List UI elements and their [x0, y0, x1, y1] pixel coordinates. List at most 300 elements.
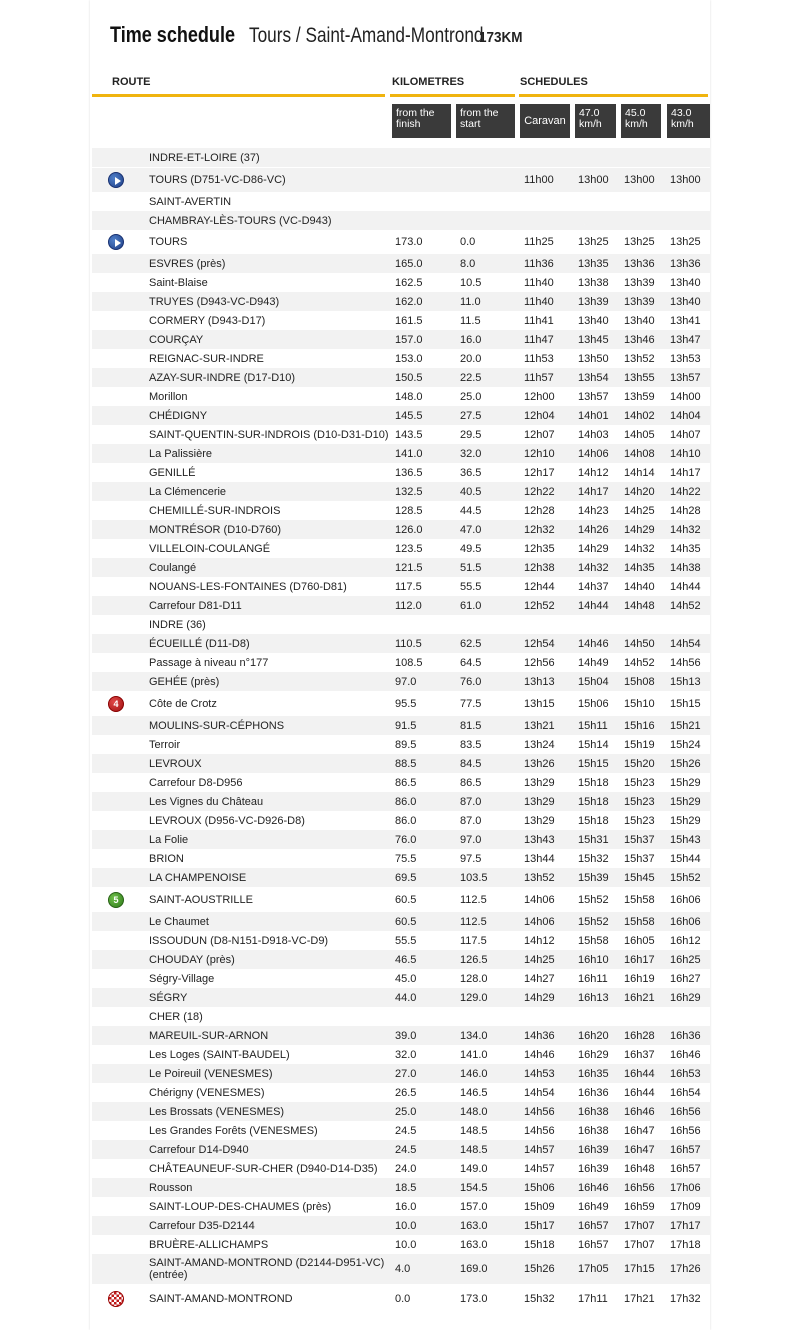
location-name: GENILLÉ: [149, 466, 196, 479]
time-45kmh: 15h37: [624, 833, 655, 846]
time-47kmh: 14h44: [578, 599, 609, 612]
caravan-time: 11h40: [524, 276, 554, 289]
location-name: Le Poireuil (VENESMES): [149, 1067, 273, 1080]
time-47kmh: 13h35: [578, 257, 609, 270]
location-name: CHÂTEAUNEUF-SUR-CHER (D940-D14-D35): [149, 1162, 378, 1175]
table-row: [92, 887, 710, 912]
time-43kmh: 14h22: [670, 485, 701, 498]
location-name: La Clémencerie: [149, 485, 227, 498]
km-from-start: 86.5: [460, 776, 482, 789]
time-43kmh: 17h26: [670, 1263, 701, 1275]
km-from-finish: 89.5: [395, 738, 417, 751]
location-name: SAINT-AOUSTRILLE: [149, 893, 253, 906]
caravan-time: 14h46: [524, 1048, 555, 1061]
time-45kmh: 15h08: [624, 675, 655, 688]
km-from-finish: 117.5: [395, 580, 422, 593]
time-47kmh: 14h26: [578, 523, 609, 536]
km-from-start: 81.5: [460, 719, 482, 732]
caravan-time: 12h38: [524, 561, 555, 574]
location-name: BRION: [149, 852, 184, 865]
km-from-finish: 24.5: [395, 1143, 417, 1156]
km-from-start: 16.0: [460, 333, 482, 346]
caravan-time: 13h26: [524, 757, 555, 770]
km-from-finish: 165.0: [395, 257, 423, 270]
table-row: [92, 230, 710, 254]
time-47kmh: 16h46: [578, 1181, 609, 1194]
km-from-start: 149.0: [460, 1162, 488, 1175]
time-47kmh: 13h45: [578, 333, 609, 346]
km-from-start: 112.5: [460, 915, 487, 928]
table-row: [92, 868, 710, 887]
location-name: SÉGRY: [149, 991, 188, 1004]
table-row: [92, 1102, 710, 1121]
table-row: [92, 520, 710, 539]
table-row: [92, 1235, 710, 1254]
play-icon: [108, 172, 124, 188]
time-47kmh: 16h49: [578, 1200, 609, 1213]
km-from-start: 148.5: [460, 1124, 488, 1137]
time-45kmh: 14h52: [624, 656, 655, 669]
time-47kmh: 15h31: [578, 833, 609, 846]
from-start-header: from the start: [456, 104, 515, 138]
time-45kmh: 16h44: [624, 1067, 655, 1080]
km-from-start: 10.5: [460, 276, 482, 289]
time-47kmh: 14h01: [578, 409, 609, 422]
time-47kmh: 16h57: [578, 1219, 609, 1232]
time-47kmh: 13h57: [578, 390, 609, 403]
location-name: CORMERY (D943-D17): [149, 314, 266, 327]
caravan-time: 15h06: [524, 1181, 555, 1194]
table-row: [92, 192, 710, 211]
table-row: [92, 558, 710, 577]
time-47kmh: 15h04: [578, 675, 609, 688]
location-name: SAINT-QUENTIN-SUR-INDROIS (D10-D31-D10): [149, 428, 389, 441]
time-45kmh: 16h48: [624, 1162, 655, 1175]
km-from-start: 163.0: [460, 1219, 488, 1232]
location-name: Terroir: [149, 738, 181, 751]
km-from-start: 64.5: [460, 656, 482, 669]
caravan-time: 12h32: [524, 523, 555, 536]
km-from-finish: 75.5: [395, 852, 417, 865]
table-row: [92, 330, 710, 349]
table-row: [92, 577, 710, 596]
time-45kmh: 13h52: [624, 352, 655, 365]
time-45kmh: 14h48: [624, 599, 655, 612]
time-43kmh: 15h13: [670, 675, 701, 688]
caravan-time: 12h10: [524, 447, 555, 460]
stage-distance: 173KM: [479, 29, 523, 46]
km-from-start: 44.5: [460, 504, 482, 517]
time-43kmh: 16h56: [670, 1124, 701, 1137]
location-name: La Folie: [149, 833, 189, 846]
kilometres-heading: KILOMETRES: [392, 76, 465, 88]
caravan-time: 11h36: [524, 257, 554, 270]
time-45kmh: 15h23: [624, 795, 655, 808]
time-47kmh: 13h25: [578, 236, 609, 248]
km-from-finish: 126.0: [395, 523, 423, 536]
km-from-start: 77.5: [460, 697, 482, 710]
time-47kmh: 16h13: [578, 991, 609, 1004]
time-47kmh: 16h29: [578, 1048, 609, 1061]
time-43kmh: 16h27: [670, 972, 701, 985]
km-from-start: 8.0: [460, 257, 476, 270]
km-from-start: 83.5: [460, 738, 482, 751]
time-43kmh: 17h09: [670, 1200, 701, 1213]
time-43kmh: 14h07: [670, 428, 701, 441]
caravan-time: 13h24: [524, 738, 555, 751]
time-47kmh: 17h11: [578, 1293, 608, 1305]
caravan-time: 14h56: [524, 1105, 555, 1118]
time-43kmh: 14h44: [670, 580, 701, 593]
location-name: REIGNAC-SUR-INDRE: [149, 352, 264, 365]
km-from-finish: 69.5: [395, 871, 417, 884]
location-name: LEVROUX (D956-VC-D926-D8): [149, 814, 305, 827]
time-47kmh: 15h52: [578, 893, 609, 906]
location-name: COURÇAY: [149, 333, 204, 346]
table-row: [92, 716, 710, 735]
time-43kmh: 15h24: [670, 738, 701, 751]
time-47kmh: 15h14: [578, 738, 609, 751]
time-45kmh: 17h21: [624, 1293, 655, 1305]
km-from-start: 146.0: [460, 1067, 488, 1080]
time-47kmh: 14h37: [578, 580, 609, 593]
time-47kmh: 13h40: [578, 314, 609, 327]
location-name: VILLELOIN-COULANGÉ: [149, 542, 271, 555]
time-43kmh: 13h40: [670, 276, 701, 289]
km-from-start: 27.5: [460, 409, 482, 422]
caravan-time: 12h28: [524, 504, 555, 517]
time-45kmh: 15h16: [624, 719, 655, 732]
time-43kmh: 16h57: [670, 1162, 701, 1175]
time-43kmh: 15h15: [670, 697, 701, 710]
table-row: [92, 1064, 710, 1083]
time-47kmh: 15h18: [578, 795, 609, 808]
km-from-start: 11.5: [460, 314, 481, 327]
table-row: [92, 368, 710, 387]
schedule-table: [92, 148, 710, 1314]
location-name: CHAMBRAY-LÈS-TOURS (VC-D943): [149, 214, 332, 227]
location-name: Ségry-Village: [149, 972, 215, 985]
caravan-time: 14h36: [524, 1029, 555, 1042]
time-47kmh: 16h57: [578, 1238, 609, 1251]
km-from-finish: 24.0: [395, 1162, 417, 1175]
table-row: [92, 754, 710, 773]
time-47kmh: 16h38: [578, 1124, 609, 1137]
caravan-time: 14h53: [524, 1067, 555, 1080]
time-43kmh: 15h29: [670, 795, 701, 808]
caravan-time: 12h35: [524, 542, 555, 555]
km-from-start: 163.0: [460, 1238, 488, 1251]
location-name: INDRE-ET-LOIRE (37): [149, 151, 260, 164]
location-name: NOUANS-LES-FONTAINES (D760-D81): [149, 580, 347, 593]
time-47kmh: 14h32: [578, 561, 609, 574]
kilometres-underline: [390, 94, 515, 97]
km-from-start: 128.0: [460, 972, 488, 985]
time-45kmh: 14h20: [624, 485, 655, 498]
time-47kmh: 14h29: [578, 542, 609, 555]
time-45kmh: 15h19: [624, 738, 655, 751]
time-45kmh: 14h25: [624, 504, 655, 517]
time-43kmh: 15h29: [670, 776, 701, 789]
table-row: [92, 849, 710, 868]
caravan-time: 12h00: [524, 390, 555, 403]
km-from-start: 62.5: [460, 637, 482, 650]
km-from-finish: 91.5: [395, 719, 417, 732]
table-row: [92, 950, 710, 969]
time-45kmh: 13h36: [624, 257, 655, 270]
km-from-start: 129.0: [460, 991, 488, 1004]
time-45kmh: 15h58: [624, 915, 655, 928]
km-from-start: 61.0: [460, 599, 482, 612]
time-47kmh: 17h05: [578, 1263, 609, 1275]
caravan-time: 13h21: [524, 719, 555, 732]
time-43kmh: 14h32: [670, 523, 701, 536]
km-from-finish: 88.5: [395, 757, 417, 770]
km-from-start: 32.0: [460, 447, 482, 460]
time-47kmh: 14h46: [578, 637, 609, 650]
time-43kmh: 14h35: [670, 542, 701, 555]
caravan-time: 15h18: [524, 1238, 555, 1251]
time-43kmh: 17h17: [670, 1219, 701, 1232]
time-45kmh: 16h17: [624, 953, 655, 966]
km-from-start: 76.0: [460, 675, 482, 688]
km-from-finish: 24.5: [395, 1124, 417, 1137]
location-name: LA CHAMPENOISE: [149, 871, 247, 884]
km-from-start: 134.0: [460, 1029, 488, 1042]
time-45kmh: 15h45: [624, 871, 655, 884]
page-title: Time schedule: [110, 22, 235, 47]
location-name: Les Loges (SAINT-BAUDEL): [149, 1048, 290, 1061]
caravan-time: 14h06: [524, 915, 555, 928]
time-47kmh: 16h39: [578, 1162, 609, 1175]
caravan-time: 13h29: [524, 776, 555, 789]
table-row: [92, 387, 710, 406]
time-43kmh: 16h57: [670, 1143, 701, 1156]
location-name: Carrefour D81-D11: [149, 599, 242, 612]
speed-47-header: 47.0 km/h: [575, 104, 616, 138]
time-43kmh: 15h29: [670, 814, 701, 827]
location-name: INDRE (36): [149, 618, 206, 631]
km-from-finish: 10.0: [395, 1219, 417, 1232]
km-from-finish: 55.5: [395, 934, 417, 947]
caravan-time: 12h54: [524, 637, 555, 650]
time-43kmh: 17h18: [670, 1238, 701, 1251]
km-from-start: 36.5: [460, 466, 482, 479]
time-47kmh: 16h20: [578, 1029, 609, 1042]
time-43kmh: 14h04: [670, 409, 701, 422]
time-43kmh: 15h52: [670, 871, 701, 884]
time-45kmh: 15h20: [624, 757, 655, 770]
km-from-finish: 76.0: [395, 833, 417, 846]
km-from-finish: 10.0: [395, 1238, 417, 1251]
table-row: [92, 1140, 710, 1159]
time-45kmh: 14h05: [624, 428, 655, 441]
km-from-start: 40.5: [460, 485, 482, 498]
km-from-finish: 18.5: [395, 1181, 417, 1194]
time-45kmh: 14h35: [624, 561, 655, 574]
time-47kmh: 15h18: [578, 776, 609, 789]
time-47kmh: 14h49: [578, 656, 609, 669]
time-45kmh: 16h19: [624, 972, 655, 985]
km-from-finish: 145.5: [395, 409, 423, 422]
km-from-finish: 97.0: [395, 675, 417, 688]
km-from-start: 157.0: [460, 1200, 488, 1213]
time-43kmh: 16h06: [670, 893, 701, 906]
time-43kmh: 15h44: [670, 852, 701, 865]
location-name: Les Grandes Forêts (VENESMES): [149, 1124, 318, 1137]
caravan-time: 12h44: [524, 580, 555, 593]
table-row: [92, 148, 710, 167]
caravan-time: 13h44: [524, 852, 555, 865]
location-name: Les Brossats (VENESMES): [149, 1105, 285, 1118]
km-from-start: 97.5: [460, 852, 482, 865]
location-name: MAREUIL-SUR-ARNON: [149, 1029, 269, 1042]
time-45kmh: 13h39: [624, 276, 655, 289]
caravan-time: 13h29: [524, 795, 555, 808]
km-from-finish: 162.0: [395, 295, 423, 308]
caravan-time: 14h57: [524, 1143, 555, 1156]
km-from-finish: 60.5: [395, 915, 417, 928]
location-name: ESVRES (près): [149, 257, 226, 270]
table-row: [92, 969, 710, 988]
km-from-start: 11.0: [460, 295, 481, 308]
location-name: Carrefour D35-D2144: [149, 1219, 255, 1232]
km-from-finish: 110.5: [395, 637, 422, 650]
time-43kmh: 13h41: [670, 314, 701, 327]
km-from-start: 51.5: [460, 561, 482, 574]
time-45kmh: 15h23: [624, 776, 655, 789]
table-row: [92, 1159, 710, 1178]
time-43kmh: 14h54: [670, 637, 701, 650]
time-45kmh: 14h08: [624, 447, 655, 460]
route-underline: [92, 94, 385, 97]
location-name: Rousson: [149, 1181, 193, 1194]
time-43kmh: 14h28: [670, 504, 701, 517]
table-row: [92, 931, 710, 950]
time-43kmh: 14h38: [670, 561, 701, 574]
km-from-finish: 0.0: [395, 1293, 411, 1305]
location-name: MONTRÉSOR (D10-D760): [149, 523, 282, 536]
time-45kmh: 15h58: [624, 893, 655, 906]
table-row: [92, 311, 710, 330]
time-45kmh: 15h23: [624, 814, 655, 827]
location-name: Côte de Crotz: [149, 697, 217, 710]
km-from-finish: 123.5: [395, 542, 423, 555]
caravan-time: 14h27: [524, 972, 555, 985]
km-from-start: 126.5: [460, 953, 488, 966]
time-43kmh: 16h56: [670, 1105, 701, 1118]
schedules-underline: [519, 94, 708, 97]
time-43kmh: 16h46: [670, 1048, 701, 1061]
km-from-start: 87.0: [460, 814, 482, 827]
time-47kmh: 13h50: [578, 352, 609, 365]
km-from-finish: 95.5: [395, 697, 417, 710]
table-row: [92, 830, 710, 849]
time-43kmh: 14h52: [670, 599, 701, 612]
time-45kmh: 16h37: [624, 1048, 655, 1061]
time-47kmh: 13h38: [578, 276, 609, 289]
km-from-start: 154.5: [460, 1181, 488, 1194]
caravan-time: 11h53: [524, 352, 554, 365]
caravan-time: 13h29: [524, 814, 555, 827]
climb-category-4-icon: 4: [108, 696, 124, 712]
time-45kmh: 14h32: [624, 542, 655, 555]
schedules-heading: SCHEDULES: [520, 76, 588, 88]
time-47kmh: 16h38: [578, 1105, 609, 1118]
time-47kmh: 14h06: [578, 447, 609, 460]
caravan-header: Caravan: [520, 104, 570, 138]
table-row: [92, 672, 710, 691]
location-name: TOURS: [149, 236, 188, 248]
caravan-time: 14h06: [524, 893, 555, 906]
time-43kmh: 14h17: [670, 466, 701, 479]
caravan-time: 12h56: [524, 656, 555, 669]
location-name: Carrefour D14-D940: [149, 1143, 249, 1156]
time-43kmh: 15h26: [670, 757, 701, 770]
caravan-time: 14h25: [524, 953, 555, 966]
km-from-start: 55.5: [460, 580, 482, 593]
time-45kmh: 13h00: [624, 174, 655, 186]
time-45kmh: 14h50: [624, 637, 655, 650]
km-from-finish: 86.5: [395, 776, 417, 789]
km-from-finish: 16.0: [395, 1200, 417, 1213]
time-47kmh: 14h23: [578, 504, 609, 517]
table-row: [92, 539, 710, 558]
caravan-time: 11h47: [524, 333, 554, 346]
km-from-finish: 32.0: [395, 1048, 417, 1061]
location-name: TOURS (D751-VC-D86-VC): [149, 174, 286, 186]
location-name: AZAY-SUR-INDRE (D17-D10): [149, 371, 296, 384]
caravan-time: 14h57: [524, 1162, 555, 1175]
km-from-finish: 4.0: [395, 1263, 411, 1275]
time-45kmh: 13h40: [624, 314, 655, 327]
km-from-finish: 132.5: [395, 485, 423, 498]
km-from-start: 141.0: [460, 1048, 488, 1061]
time-47kmh: 13h39: [578, 295, 609, 308]
time-47kmh: 16h39: [578, 1143, 609, 1156]
time-45kmh: 16h47: [624, 1124, 655, 1137]
caravan-time: 15h26: [524, 1263, 555, 1275]
location-name: CHER (18): [149, 1010, 203, 1023]
time-43kmh: 13h36: [670, 257, 701, 270]
km-from-finish: 27.0: [395, 1067, 417, 1080]
route-heading: ROUTE: [112, 76, 151, 88]
time-47kmh: 13h54: [578, 371, 609, 384]
location-name: CHÉDIGNY: [149, 409, 208, 422]
km-from-start: 29.5: [460, 428, 482, 441]
time-45kmh: 16h56: [624, 1181, 655, 1194]
table-row: [92, 1254, 710, 1284]
time-47kmh: 14h03: [578, 428, 609, 441]
time-45kmh: 16h59: [624, 1200, 655, 1213]
km-from-finish: 60.5: [395, 893, 417, 906]
time-45kmh: 17h07: [624, 1219, 655, 1232]
km-from-start: 148.0: [460, 1105, 488, 1118]
time-45kmh: 14h02: [624, 409, 655, 422]
km-from-finish: 136.5: [395, 466, 423, 479]
caravan-time: 14h54: [524, 1086, 555, 1099]
time-43kmh: 16h12: [670, 934, 701, 947]
caravan-time: 14h12: [524, 934, 555, 947]
time-47kmh: 15h06: [578, 697, 609, 710]
time-45kmh: 16h44: [624, 1086, 655, 1099]
time-43kmh: 17h32: [670, 1293, 701, 1305]
table-row: [92, 273, 710, 292]
time-47kmh: 14h12: [578, 466, 609, 479]
time-43kmh: 16h53: [670, 1067, 701, 1080]
caravan-time: 14h29: [524, 991, 555, 1004]
time-47kmh: 15h39: [578, 871, 609, 884]
